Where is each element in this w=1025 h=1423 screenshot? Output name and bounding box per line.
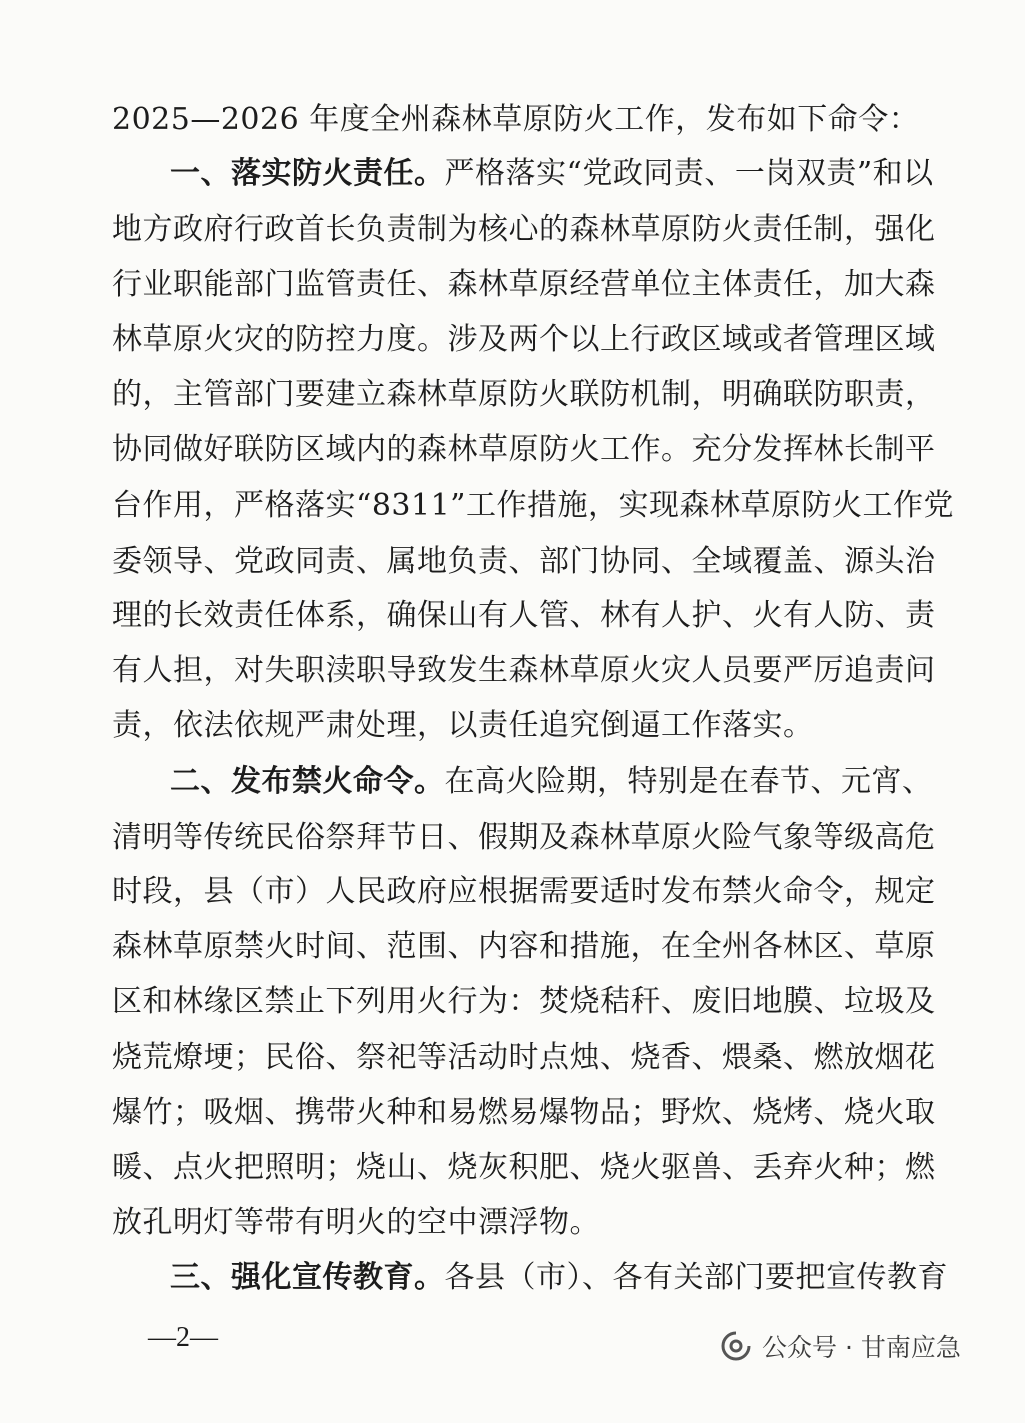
text-line: 2025—2026 年度全州森林草原防火工作，发布如下命令： [112, 102, 920, 137]
section-2-paragraph-start [0, 762, 1025, 802]
section-3-heading: 三、强化宣传教育。 [170, 1260, 445, 1295]
text-line: 烧荒燎埂；民俗、祭祀等活动时点烛、烧香、煨桑、燃放烟花 [112, 1040, 936, 1075]
text-line: 放孔明灯等带有明火的空中漂浮物。 [112, 1205, 600, 1240]
section-2-text: 在高火险期，特别是在春节、元宵、 [444, 764, 933, 799]
section-1-text: 严格落实“党政同责、一岗双责”和以 [444, 156, 934, 191]
text-line: 有人担，对失职渎职导致发生森林草原火灾人员要严厉追责问 [112, 653, 936, 688]
text-line: 地方政府行政首长负责制为核心的森林草原防火责任制，强化 [112, 212, 936, 247]
text-line: 时段，县（市）人民政府应根据需要适时发布禁火命令，规定 [112, 874, 936, 909]
watermark-account-type: 公众号 [762, 1333, 838, 1362]
section-2-heading: 二、发布禁火命令。 [170, 764, 445, 799]
section-1-paragraph-start [0, 154, 1025, 194]
text-line: 暖、点火把照明；烧山、烧灰积肥、烧火驱兽、丢弃火种；燃 [112, 1150, 936, 1185]
text-line: 的，主管部门要建立森林草原防火联防机制，明确联防职责， [112, 377, 936, 412]
watermark-separator: · [844, 1333, 853, 1362]
text-line: 台作用，严格落实“8311”工作措施，实现森林草原防火工作党 [112, 488, 955, 523]
text-line: 森林草原禁火时间、范围、内容和措施，在全州各林区、草原 [112, 929, 936, 964]
section-3-paragraph-start [0, 1258, 1025, 1298]
page-number: —2— [148, 1322, 218, 1353]
text-line: 行业职能部门监管责任、森林草原经营单位主体责任，加大森 [112, 267, 936, 302]
text-line: 清明等传统民俗祭拜节日、假期及森林草原火险气象等级高危 [112, 820, 936, 855]
watermark-text [762, 1328, 961, 1364]
text-line: 区和林缘区禁止下列用火行为：焚烧秸秆、废旧地膜、垃圾及 [112, 984, 936, 1019]
section-3-text: 各县（市）、各有关部门要把宣传教育 [444, 1260, 948, 1295]
text-line: 协同做好联防区域内的森林草原防火工作。充分发挥林长制平 [112, 432, 936, 467]
text-line: 责，依法依规严肃处理，以责任追究倒逼工作落实。 [112, 708, 814, 743]
text-line: 理的长效责任体系，确保山有人管、林有人护、火有人防、责 [112, 598, 936, 633]
wechat-channel-icon [720, 1330, 752, 1362]
text-line: 林草原火灾的防控力度。涉及两个以上行政区域或者管理区域 [112, 322, 936, 357]
text-line: 爆竹；吸烟、携带火种和易燃易爆物品；野炊、烧烤、烧火取 [112, 1095, 936, 1130]
section-1-heading: 一、落实防火责任。 [170, 156, 445, 191]
text-line: 委领导、党政同责、属地负责、部门协同、全域覆盖、源头治 [112, 544, 936, 579]
watermark-account-name: 甘南应急 [860, 1333, 961, 1362]
wechat-watermark [720, 1326, 961, 1366]
